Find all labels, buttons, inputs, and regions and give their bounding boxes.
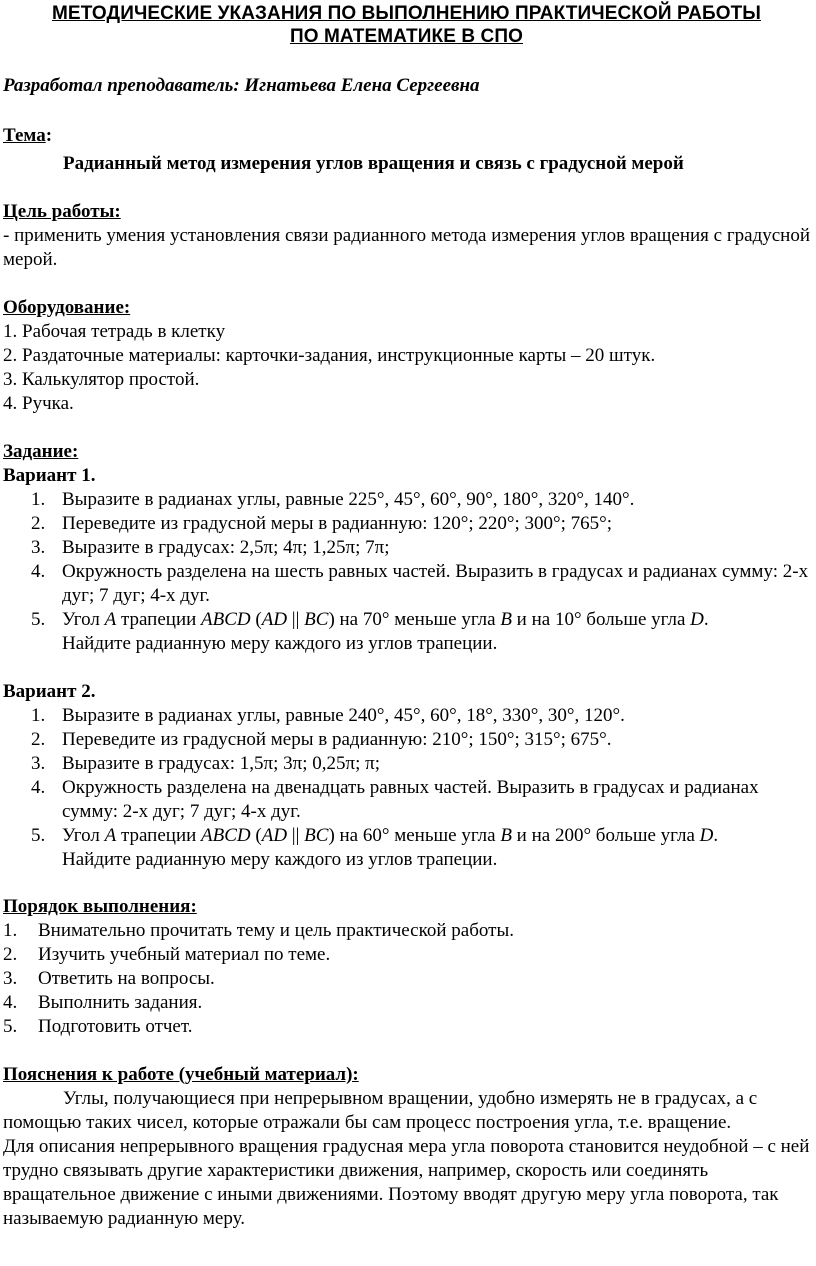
task-text: Окружность разделена на двенадцать равных частей. Выразить в градусах и радианах сумму: 2-х дуг; 7 дуг; 4-х дуг. xyxy=(62,777,759,822)
task-text: Переведите из градусной меры в радианную: 210°; 150°; 315°; 675°. xyxy=(62,729,612,750)
procedure-step xyxy=(3,943,810,967)
topic-heading xyxy=(3,124,810,148)
equipment-item: 1. Рабочая тетрадь в клетку xyxy=(3,321,226,342)
task-number: 2. xyxy=(31,513,46,534)
task-item xyxy=(3,560,810,608)
task-item xyxy=(3,824,810,872)
document-title xyxy=(3,2,810,48)
procedure-step xyxy=(3,991,810,1015)
title-line-2: ПО МАТЕМАТИКЕ В СПО xyxy=(289,26,524,47)
step-text: Внимательно прочитать тему и цель практической работы. xyxy=(38,920,514,941)
task-text: Выразите в радианах углы, равные 225°, 45°, 60°, 90°, 180°, 320°, 140°. xyxy=(62,489,635,510)
step-number: 2. xyxy=(3,944,18,965)
topic-colon: : xyxy=(45,125,53,146)
explanation-paragraph-1: Углы, получающиеся при непрерывном вращении, удобно измерять не в градусах, а с помощью таких чисел, которые отражали бы сам процесс построения угла, т.е. вращение. xyxy=(3,1088,758,1133)
step-text: Подготовить отчет. xyxy=(38,1016,193,1037)
task-text: Угол A трапеции ABCD (AD || BC) на 60° меньше угла B и на 200° больше угла D. Найдите радианную меру каждого из углов трапеции. xyxy=(62,825,719,870)
title-line-1: МЕТОДИЧЕСКИЕ УКАЗАНИЯ ПО ВЫПОЛНЕНИЮ ПРАКТИЧЕСКОЙ РАБОТЫ xyxy=(52,3,761,24)
equipment-item: 3. Калькулятор простой. xyxy=(3,369,200,390)
task-number: 4. xyxy=(31,561,46,582)
equipment-item: 2. Раздаточные материалы: карточки-задания, инструкционные карты – 20 штук. xyxy=(3,345,656,366)
task-item xyxy=(3,608,810,656)
variant-2-title: Вариант 2. xyxy=(3,681,96,702)
task-text: Угол A трапеции ABCD (AD || BC) на 70° меньше угла B и на 10° больше угла D. Найдите радианную меру каждого из углов трапеции. xyxy=(62,609,709,654)
step-text: Выполнить задания. xyxy=(38,992,203,1013)
task-item xyxy=(3,536,810,560)
task-number: 4. xyxy=(31,777,46,798)
task-item xyxy=(3,776,810,824)
task-label: Задание: xyxy=(3,441,79,462)
step-number: 5. xyxy=(3,1016,18,1037)
task-text: Окружность разделена на шесть равных частей. Выразить в градусах и радианах сумму: 2-х дуг; 7 дуг; 4-х дуг. xyxy=(62,561,809,606)
step-text: Ответить на вопросы. xyxy=(38,968,215,989)
task-number: 3. xyxy=(31,753,46,774)
author-line: Разработал преподаватель: Игнатьева Елена Сергеевна xyxy=(3,75,480,96)
task-item xyxy=(3,728,810,752)
task-number: 1. xyxy=(31,489,46,510)
goal-text: - применить умения установления связи радианного метода измерения углов вращения с градусной мерой. xyxy=(3,225,811,270)
equipment-label: Оборудование: xyxy=(3,297,131,318)
task-item xyxy=(3,704,810,728)
procedure-step xyxy=(3,1015,810,1039)
task-text: Выразите в градусах: 2,5π; 4π; 1,25π; 7π; xyxy=(62,537,390,558)
variant-1-task-list xyxy=(3,488,810,656)
procedure-step xyxy=(3,967,810,991)
variant-1-title: Вариант 1. xyxy=(3,465,96,486)
procedure-label: Порядок выполнения: xyxy=(3,896,197,917)
topic-label: Тема xyxy=(3,125,46,146)
topic-text: Радианный метод измерения углов вращения и связь с градусной мерой xyxy=(63,153,684,174)
task-number: 5. xyxy=(31,825,46,846)
step-number: 1. xyxy=(3,920,18,941)
task-number: 1. xyxy=(31,705,46,726)
step-text: Изучить учебный материал по теме. xyxy=(38,944,331,965)
task-text: Выразите в градусах: 1,5π; 3π; 0,25π; π; xyxy=(62,753,381,774)
task-number: 2. xyxy=(31,729,46,750)
task-text: Выразите в радианах углы, равные 240°, 45°, 60°, 18°, 330°, 30°, 120°. xyxy=(62,705,625,726)
step-number: 3. xyxy=(3,968,18,989)
variant-2-task-list xyxy=(3,704,810,872)
goal-label: Цель работы: xyxy=(3,201,121,222)
task-item xyxy=(3,512,810,536)
task-text: Переведите из градусной меры в радианную: 120°; 220°; 300°; 765°; xyxy=(62,513,612,534)
procedure-list xyxy=(3,919,810,1039)
task-number: 5. xyxy=(31,609,46,630)
explanation-label: Пояснения к работе (учебный материал): xyxy=(3,1064,359,1085)
task-item xyxy=(3,488,810,512)
step-number: 4. xyxy=(3,992,18,1013)
explanation-paragraph-2: Для описания непрерывного вращения градусная мера угла поворота становится неудобной – с ней трудно связывать другие характеристики движения, например, скорость или соединять вращательное движение с иными движениями. Поэтому вводят другую меру угла поворота, так называемую радианную меру. xyxy=(3,1136,810,1229)
procedure-step xyxy=(3,919,810,943)
equipment-item: 4. Ручка. xyxy=(3,393,74,414)
task-item xyxy=(3,752,810,776)
task-number: 3. xyxy=(31,537,46,558)
